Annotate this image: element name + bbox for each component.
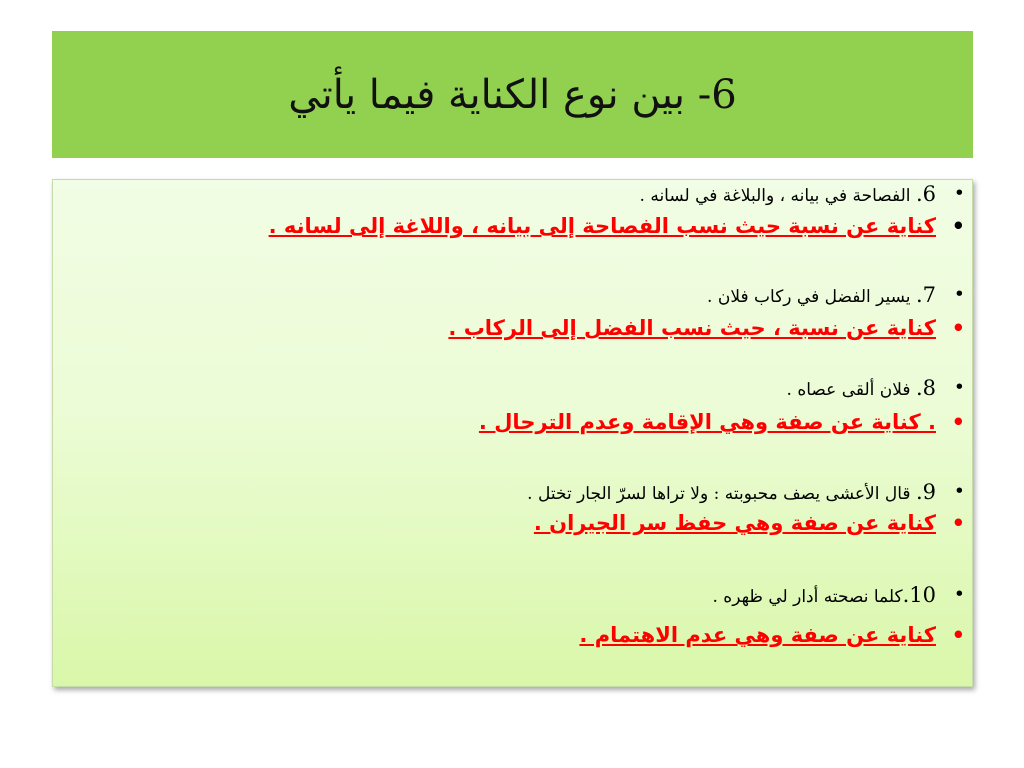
title-bar — [52, 31, 973, 158]
answer-text: كناية عن صفة وهي حفظ سر الجيران . — [533, 511, 936, 535]
question-text: فلان ألقى عصاه . — [786, 380, 916, 400]
question-text: قال الأعشى يصف محبوبته : ولا تراها لسرّ الجار تختل . — [527, 484, 916, 504]
question-number: 8. — [915, 376, 936, 400]
answer-text: كناية عن نسبة ، حيث نسب الفضل إلى الركاب . — [448, 316, 936, 340]
question-7 — [707, 283, 936, 307]
question-text: يسير الفضل في ركاب فلان . — [707, 287, 916, 307]
answer-8 — [479, 410, 936, 434]
answer-text: كناية عن نسبة حيث نسب الفصاحة إلى بيانه ، واللاغة إلى لسانه . — [268, 214, 936, 238]
question-number: 7. — [915, 283, 936, 307]
answer-6 — [269, 214, 936, 238]
question-10 — [713, 583, 937, 607]
answer-text: كناية عن صفة وهي عدم الاهتمام . — [579, 623, 936, 647]
question-text: كلما نصحته أدار لي ظهره . — [712, 587, 903, 607]
question-number: 9. — [915, 480, 936, 504]
answer-10 — [579, 623, 936, 647]
question-8 — [787, 376, 936, 400]
question-number: 10. — [902, 583, 936, 607]
answer-9 — [534, 511, 936, 535]
content-box — [52, 179, 973, 687]
slide-title: 6- بين نوع الكناية فيما يأتي — [288, 71, 737, 118]
answer-7 — [448, 316, 936, 340]
question-number: 6. — [915, 182, 936, 206]
question-9 — [527, 480, 936, 504]
question-text: الفصاحة في بيانه ، والبلاغة في لسانه . — [639, 186, 916, 206]
question-6 — [640, 182, 936, 206]
answer-text: . كناية عن صفة وهي الإقامة وعدم الترحال . — [478, 410, 936, 434]
